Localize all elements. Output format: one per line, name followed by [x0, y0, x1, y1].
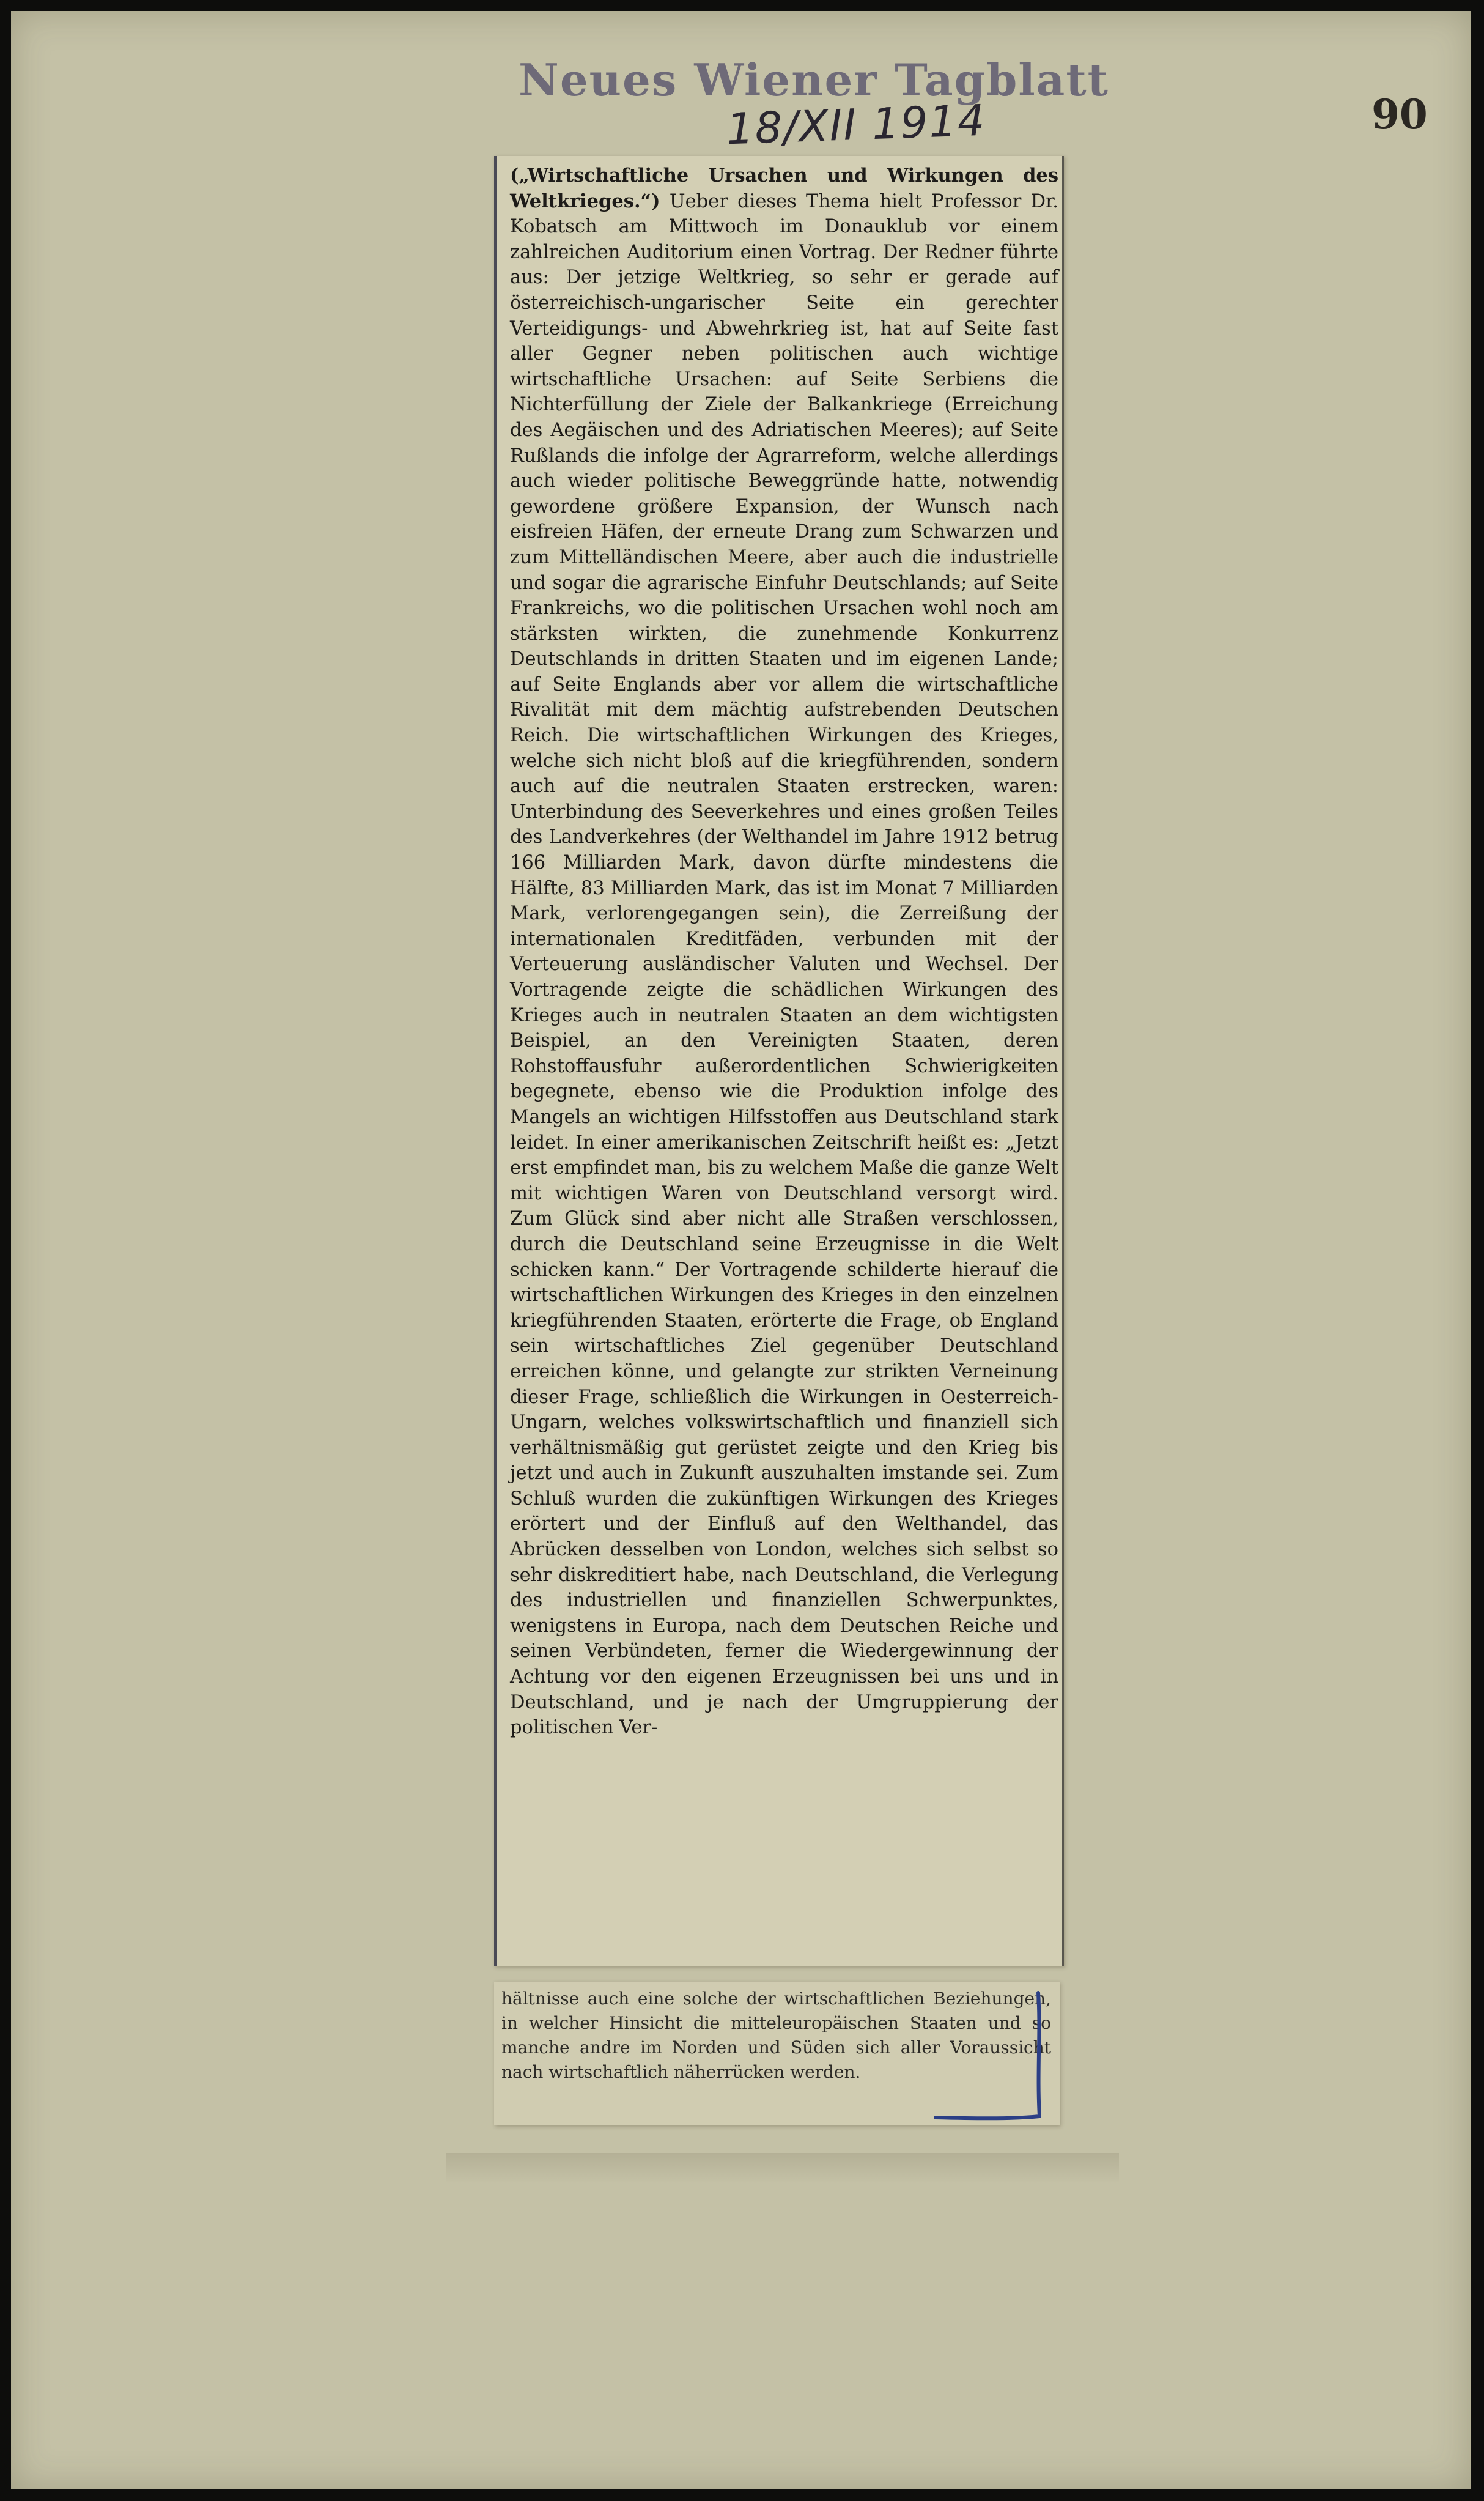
continuation-text: hältnisse auch eine solche der wirtschaftlichen Beziehungen, in welcher Hinsicht die mitteleuropäischen Staaten und so manche andre im Norden und Süden sich aller Voraussicht nach wirtschaftlich näherrücken werden. — [501, 1988, 1051, 2082]
article-heading: („Wirtschaftliche Ursachen und Wirkungen des Weltkrieges.“) — [510, 165, 1058, 212]
article-text — [510, 163, 1058, 1741]
page-number: 90 — [1371, 91, 1428, 138]
handwritten-date: 18/XII 1914 — [725, 95, 987, 155]
newspaper-clipping — [494, 156, 1064, 1966]
newspaper-stamp: Neues Wiener Tagblatt — [519, 54, 1109, 106]
clipping-continuation — [494, 1982, 1060, 2125]
fold-shadow — [446, 2153, 1119, 2184]
article-body: Ueber dieses Thema hielt Professor Dr. Kobatsch am Mittwoch im Donauklub vor einem zahlreichen Auditorium einen Vortrag. Der Redner führte aus: Der jetzige Weltkrieg, so sehr er gerade auf österreichisch-ungarischer Seite ein gerechter Verteidigungs- und Abwehrkrieg ist, hat auf Seite fast aller Gegner neben politischen auch wichtige wirtschaftliche Ursachen: auf Seite Serbiens die Nichterfüllung der Ziele der Balkankriege (Erreichung des Aegäischen und des Adriatischen Meeres); auf Seite Rußlands die infolge der Agrarreform, welche allerdings auch wieder politische Beweggründe hatte, notwendig gewordene größere Expansion, der Wunsch nach eisfreien Häfen, der erneute Drang zum Schwarzen und zum Mittelländischen Meere, aber auch die industrielle und sogar die agrarische Einfuhr Deutschlands; auf Seite Frankreichs, wo die politischen Ursachen wohl noch am stärksten wirkten, die zunehmende Konkurrenz Deutschlands in dritten Staaten und im eigenen Lande; auf Seite Englands aber vor allem die wirtschaftliche Rivalität mit dem mächtig aufstrebenden Deutschen Reich. Die wirtschaftlichen Wirkungen des Krieges, welche sich nicht bloß auf die kriegführenden, sondern auch auf die neutralen Staaten erstrecken, waren: Unterbindung des Seeverkehres und eines großen Teiles des Landverkehres (der Welthandel im Jahre 1912 betrug 166 Milliarden Mark, davon dürfte mindestens die Hälfte, 83 Milliarden Mark, das ist im Monat 7 Milliarden Mark, verlorengegangen sein), die Zerreißung der internationalen Kreditfäden, verbunden mit der Verteuerung ausländischer Valuten und Wechsel. Der Vortragende zeigte die schädlichen Wirkungen des Krieges auch in neutralen Staaten an dem wichtigsten Beispiel, an den Vereinigten Staaten, deren Rohstoffausfuhr außerordentlichen Schwierigkeiten begegnete, ebenso wie die Produktion infolge des Mangels an wichtigen Hilfsstoffen aus Deutschland stark leidet. In einer amerikanischen Zeitschrift heißt es: „Jetzt erst empfindet man, bis zu welchem Maße die ganze Welt mit wichtigen Waren von Deutschland versorgt wird. Zum Glück sind aber nicht alle Straßen verschlossen, durch die Deutschland seine Erzeugnisse in die Welt schicken kann.“ Der Vortragende schilderte hierauf die wirtschaftlichen Wirkungen des Krieges in den einzelnen kriegführenden Staaten, erörterte die Frage, ob England sein wirtschaftliches Ziel gegenüber Deutschland erreichen könne, und gelangte zur strikten Verneinung dieser Frage, schließlich die Wirkungen in Oesterreich-Ungarn, welches volkswirtschaftlich und finanziell sich verhältnismäßig gut gerüstet zeigte und den Krieg bis jetzt und auch in Zukunft auszuhalten imstande sei. Zum Schluß wurden die zukünftigen Wirkungen des Krieges erörtert und der Einfluß auf den Welthandel, das Abrücken desselben von London, welches sich selbst so sehr diskreditiert habe, nach Deutschland, die Verlegung des industriellen und finanziellen Schwerpunktes, wenigstens in Europa, nach dem Deutschen Reiche und seinen Verbündeten, ferner die Wiedergewinnung der Achtung vor den eigenen Erzeugnissen bei uns und in Deutschland, und je nach der Umgruppierung der politischen Ver- — [510, 190, 1058, 1739]
